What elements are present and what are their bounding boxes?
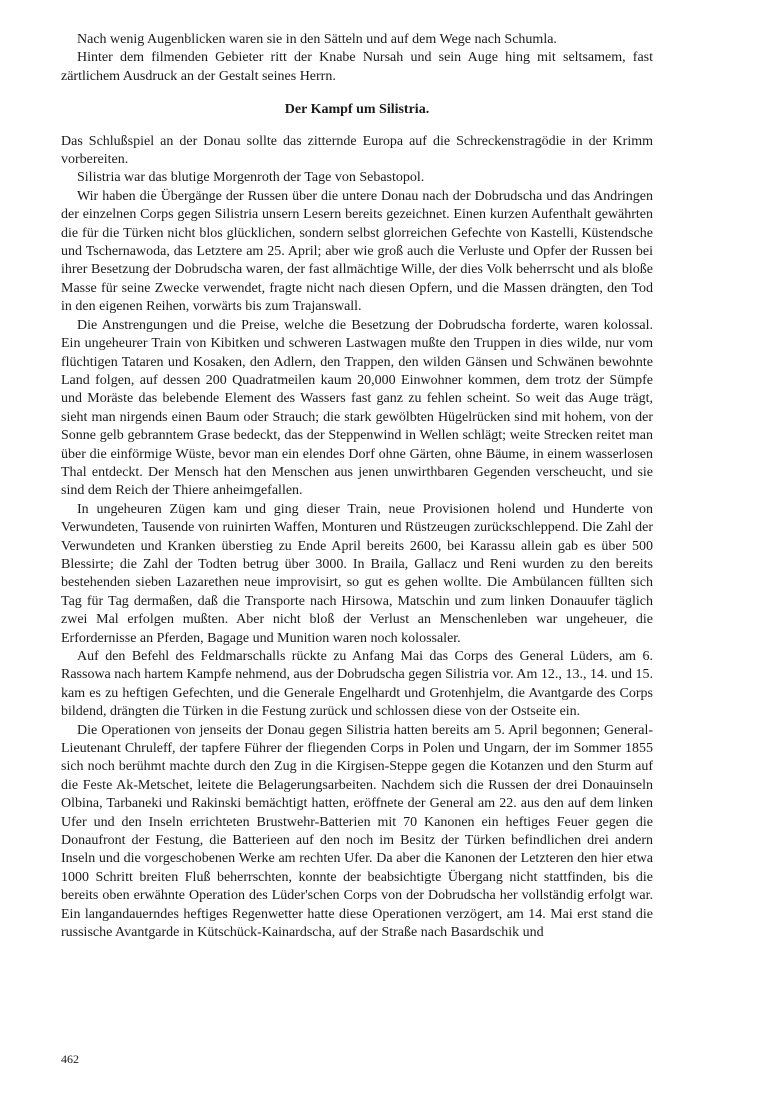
- page-number: 462: [61, 1052, 79, 1066]
- paragraph: Die Operationen von jenseits der Donau gegen Silistria hatten bereits am 5. April begonnen; General-Lieutenant Chruleff, der tapfere Führer der fliegenden Corps in Polen und Ungarn, der im Sommer 1855 sich noch berühmt machte durch den Zug in die Kirgisen-Steppe gegen die Kotanzen und den Sturm auf die Feste Ak-Metschet, leitete die Belagerungsarbeiten. Nachdem sich die Russen der drei Donauinseln Olbina, Tarbaneki und Rakinski bemächtigt hatten, eröffnete der General am 22. aus den auf dem linken Ufer und den Inseln errichteten Brustwehr-Batterien mit 70 Kanonen ein heftiges Feuer gegen die Donaufront der Festung, die Batterieen auf den noch im Besitz der Türken befindlichen drei andern Inseln und die vorgeschobenen Werke am rechten Ufer. Da aber die Kanonen der Letzteren den hier etwa 1000 Schritt breiten Fluß beherrschten, konnte der beabsichtigte Übergang nicht stattfinden, bis die bereits oben erwähnte Operation des Lüder'schen Corps von der Dobrudscha her vollständig erfolgt war. Ein langandauerndes heftiges Regenwetter hatte diese Operationen verzögert, am 14. Mai erst stand die russische Avantgarde in Kütschück-Kainardscha, auf der Straße nach Basardschik und: [61, 722, 653, 941]
- paragraph: Auf den Befehl des Feldmarschalls rückte zu Anfang Mai das Corps des General Lüders, am 6. Rassowa nach hartem Kampfe nehmend, aus der Dobrudscha gegen Silistria vor. Am 12., 13., 14. und 15. kam es zu heftigen Gefechten, und die Generale Engelhardt und Grotenhjelm, die Avantgarde des Corps bildend, drängten die Türken in die Festung zurück und schlossen diese von der Ostseite ein.: [61, 649, 653, 720]
- paragraph: Wir haben die Übergänge der Russen über die untere Donau nach der Dobrudscha und das Andringen der einzelnen Corps gegen Silistria unsern Lesern bereits gezeichnet. Einen kurzen Aufenthalt gewährten die für die Türken nicht blos glücklichen, sondern selbst glorreichen Gefechte von Kastelli, Küstendsche und Tschernawoda, das Letztere am 25. April; aber wie groß auch die Verluste und Opfer der Russen bei ihrer Besetzung der Dobrudscha waren, der fast allmächtige Wille, der dies Volk beherrscht und als bloße Masse für seine Zwecke verwendet, fragte nicht nach diesen Opfern, und die Massen drängten, den Tod in den eigenen Reihen, vorwärts bis zum Trajanswall.: [61, 188, 653, 315]
- paragraph: Die Anstrengungen und die Preise, welche die Besetzung der Dobrudscha forderte, waren kolossal. Ein ungeheurer Train von Kibitken und schweren Lastwagen mußte den Truppen in dies wilde, nur vom flüchtigen Tataren und Kosaken, den Adlern, den Trappen, den wilden Gänsen und Schwänen bewohnte Land folgen, auf dessen 200 Quadratmeilen kaum 20,000 Einwohner kommen, dem trotz der Sümpfe und Moräste das belebende Element des Wassers fast ganz zu fehlen scheint. So weit das Auge trägt, sieht man nirgends einen Baum oder Strauch; die stark gewölbten Hügelrücken sind mit hohem, von der Sonne gelb gebranntem Grase bedeckt, das der Steppenwind in Wellen schlägt; weite Strecken reitet man über die einförmige Wüste, bevor man ein elendes Dorf ohne Gärten, ohne Bäume, in einem wasserlosen Thal entdeckt. Der Mensch hat den Menschen aus jenen unwirthbaren Gegenden verscheucht, und sie sind dem Reich der Thiere anheimgefallen.: [61, 317, 653, 499]
- paragraph: In ungeheuren Zügen kam und ging dieser Train, neue Provisionen holend und Hunderte von Verwundeten, Tausende von ruinirten Waffen, Monturen und Rüstzeugen zurückschleppend. Die Zahl der Verwundeten und Kranken überstieg zu Ende April bereits 2600, bei Karassu allein gab es über 500 Blessirte; die Zahl der Todten betrug über 3000. In Braila, Gallacz und Reni wurden zu den bereits bestehenden sieben Lazarethen neue improvisirt, so gut es gehen wollte. Die Ambülancen füllten sich Tag für Tag dermaßen, daß die Transporte nach Hirsowa, Matschin und zum linken Donauufer täglich zwei Mal erfolgen mußten. Aber nicht bloß der Verlust an Menschenleben war ungeheuer, die Erfordernisse an Pferden, Bagage und Munition waren noch kolossaler.: [61, 501, 653, 646]
- page-body: [61, 31, 653, 943]
- paragraph: Hinter dem filmenden Gebieter ritt der Knabe Nursah und sein Auge hing mit seltsamem, fast zärtlichem Ausdruck an der Gestalt seines Herrn.: [61, 50, 653, 84]
- paragraph: Das Schlußspiel an der Donau sollte das zitternde Europa auf die Schreckenstragödie in der Krimm vorbereiten.: [61, 133, 653, 168]
- section-title: Der Kampf um Silistria.: [284, 102, 430, 118]
- paragraph: Nach wenig Augenblicken waren sie in den Sätteln und auf dem Wege nach Schumla.: [77, 32, 557, 47]
- paragraph: Silistria war das blutige Morgenroth der Tage von Sebastopol.: [77, 170, 425, 186]
